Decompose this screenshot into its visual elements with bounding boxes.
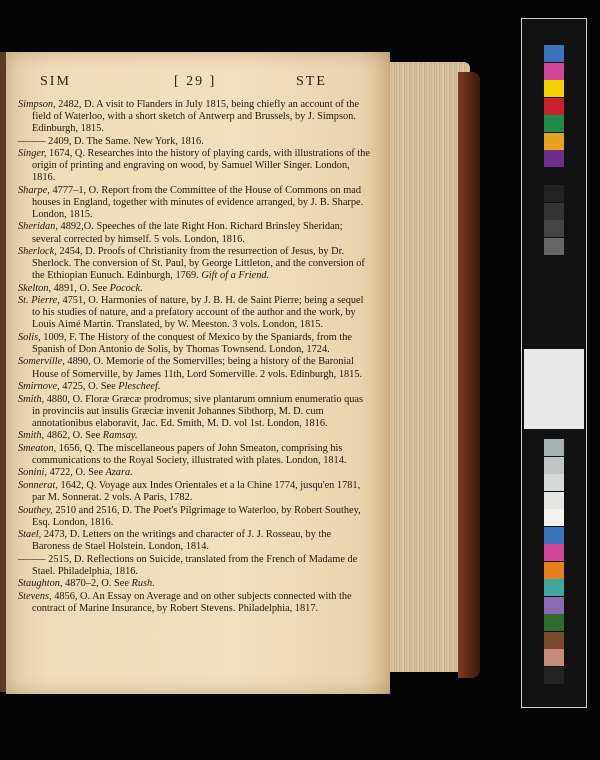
entry-author: ——— (18, 553, 46, 565)
entry-text: 4891, O. See (51, 282, 108, 294)
entry-note: Pocock. (107, 282, 143, 294)
color-chip (544, 238, 564, 255)
entry-author: Singer, (18, 148, 47, 160)
color-chip (544, 168, 564, 185)
catalog-entry (18, 430, 370, 442)
entry-text: 4892,O. Speeches of the late Right Hon. Richard Brinsley Sheridan; several corrected by himself. 5 vols. London, 1816. (32, 221, 343, 245)
page-number: [ 29 ] (174, 74, 217, 89)
color-chip (544, 544, 564, 561)
color-chip (544, 597, 564, 614)
catalog-entry (18, 505, 370, 529)
gray-reference-patch (524, 349, 584, 429)
color-chip (544, 150, 564, 167)
entry-text: 2510 and 2516, D. The Poet's Pilgrimage to Waterloo, by Robert Southey, Esq. London, 1816. (32, 504, 361, 528)
color-chip (544, 579, 564, 596)
color-chip (544, 203, 564, 220)
running-head-right: STE (296, 74, 327, 89)
entry-author: Skelton, (18, 282, 52, 294)
entry-text: 4725, O. See (59, 381, 116, 393)
entry-text: 4870–2, O. See (62, 578, 129, 590)
catalog-entry (18, 99, 370, 135)
color-chip (544, 614, 564, 631)
entry-author: Sonini, (18, 467, 48, 479)
color-chip (544, 80, 564, 97)
entry-note: Gift of a Friend. (198, 270, 270, 282)
catalog-entry (18, 356, 370, 380)
entry-author: Smith, (18, 393, 45, 405)
entry-author: Smeaton, (18, 442, 57, 454)
color-chip (544, 63, 564, 80)
color-chip (544, 649, 564, 666)
entry-text: 4777–1, O. Report from the Committee of the House of Commons on mad houses in England, together with minutes of evidence arranged, by J. B. Sharpe. London, 1815. (32, 184, 364, 220)
catalog-entry (18, 221, 370, 245)
entry-author: Simpson, (18, 99, 56, 110)
color-chip-column (544, 45, 564, 255)
color-chip (544, 527, 564, 544)
entry-author: Smith, (18, 430, 45, 442)
entry-author: Sharpe, (18, 184, 50, 196)
catalog-entry (18, 246, 370, 282)
color-chip (544, 220, 564, 237)
color-chip (544, 667, 564, 684)
entry-author: St. Pierre, (18, 295, 60, 307)
entry-author: ——— (18, 135, 46, 147)
catalog-entry (18, 554, 370, 578)
entry-author: Sherlock, (18, 246, 57, 258)
entry-author: Staughton, (18, 578, 63, 590)
entry-author: Stael, (18, 529, 42, 541)
color-chip (544, 185, 564, 202)
entry-author: Southey, (18, 504, 53, 516)
entry-text: 4862, O. See (44, 430, 101, 442)
color-chip (544, 509, 564, 526)
color-chip (544, 474, 564, 491)
color-chip (544, 632, 564, 649)
entry-text: 2482, D. A visit to Flanders in July 1815, being chiefly an account of the field of Waterloo, with a short sketch of Antwerp and Brussels, by J. Simpson. Edinburgh, 1815. (32, 99, 360, 135)
entry-note: Plescheef. (115, 381, 161, 393)
catalog-entry (18, 480, 370, 504)
catalog-entry (18, 185, 370, 221)
color-chip (544, 439, 564, 456)
color-chip (544, 492, 564, 509)
entry-note: Rush. (128, 578, 155, 590)
entry-text: 4722, O. See (47, 467, 104, 479)
catalog-entry (18, 591, 370, 615)
entry-author: Somerville, (18, 356, 65, 368)
catalog-entry (18, 381, 370, 393)
entry-text: 1656, Q. The miscellaneous papers of John Smeaton, comprising his communications to the Royal Society, illustrated with plates. London, 1814. (32, 442, 347, 466)
catalog-entry (18, 529, 370, 553)
entry-text: 2515, D. Reflections on Suicide, translated from the French of Madame de Stael. Philadelphia, 1816. (32, 553, 358, 577)
catalog-entry (18, 394, 370, 430)
entry-text: 1674, Q. Researches into the history of playing cards, with illustrations of the origin of printing and engraving on wood, by Samuel Willer Singer. London, 1816. (32, 148, 370, 184)
catalog-entry (18, 578, 370, 590)
color-chip (544, 457, 564, 474)
entry-author: Sheridan, (18, 221, 58, 233)
entry-text: 2409, D. The Same. New York, 1816. (45, 135, 204, 147)
entry-author: Smirnove, (18, 381, 60, 393)
catalog-entry (18, 332, 370, 356)
catalog-entry (18, 295, 370, 331)
color-chip (544, 115, 564, 132)
entry-author: Stevens, (18, 590, 52, 602)
catalog-entry (18, 443, 370, 467)
color-chip (544, 133, 564, 150)
color-calibration-target (521, 18, 587, 708)
catalog-entry (18, 136, 370, 148)
entry-text: 1009, F. The History of the conquest of Mexico by the Spaniards, from the Spanish of Don Antonio de Solis, by Thomas Townsend. London, 1724. (32, 331, 352, 355)
entry-text: 2473, D. Letters on the writings and character of J. J. Rosseau, by the Baroness de Stael Holstein. London, 1814. (32, 529, 332, 553)
entry-note: Ramsay. (100, 430, 138, 442)
entry-text: 4880, O. Floræ Græcæ prodromus; sive plantarum omnium enumeratio quas in provinciis aut insulis Græciæ invenit Johannes Sibthorp, M. D. cum annotationibus elaboravit, Jac. Ed. Smith, M. D. vol 1st. London, 1816. (32, 393, 364, 429)
color-chip (544, 562, 564, 579)
catalog-entries (18, 99, 370, 615)
entry-note: Azara. (103, 467, 133, 479)
running-head-left: SIM (40, 74, 71, 89)
catalog-entry (18, 148, 370, 184)
color-chip (544, 45, 564, 62)
entry-text: 4890, O. Memorie of the Somervilles; being a history of the Baronial House of Somerville, by James 11th, Lord Somerville. 2 vols. Edinburgh, 1815. (32, 356, 363, 380)
color-chip-column-lower (544, 439, 564, 684)
entry-author: Sonnerat, (18, 479, 58, 491)
entry-text: 2454, D. Proofs of Christianity from the resurrection of Jesus, by Dr. Sherlock. The conversion of St. Paul, by George Littleton, and the conversion of the Ethiopian Eunuch. Edinburgh, 1769. (32, 246, 365, 282)
book-binding (458, 72, 480, 678)
color-chip (544, 98, 564, 115)
entry-author: Solis, (18, 331, 41, 343)
catalog-entry (18, 467, 370, 479)
entry-text: 4856, O. An Essay on Average and on other subjects connected with the contract of Marine Insurance, by Robert Stevens. Philadelphia, 1817. (32, 590, 352, 614)
catalog-entry (18, 283, 370, 295)
entry-text: 4751, O. Harmonies of nature, by J. B. H. de Saint Pierre; being a sequel to his studies of nature, and a prefatory account of the author and the work, by Louis Aimé Martin. Translated, by W. Meeston. 3 vols. London, 1815. (32, 295, 364, 331)
entry-text: 1642, Q. Voyage aux Indes Orientales et a la Chine 1774, jusqu'en 1781, par M. Sonnerat. 2 vols. A Paris, 1782. (32, 479, 361, 503)
